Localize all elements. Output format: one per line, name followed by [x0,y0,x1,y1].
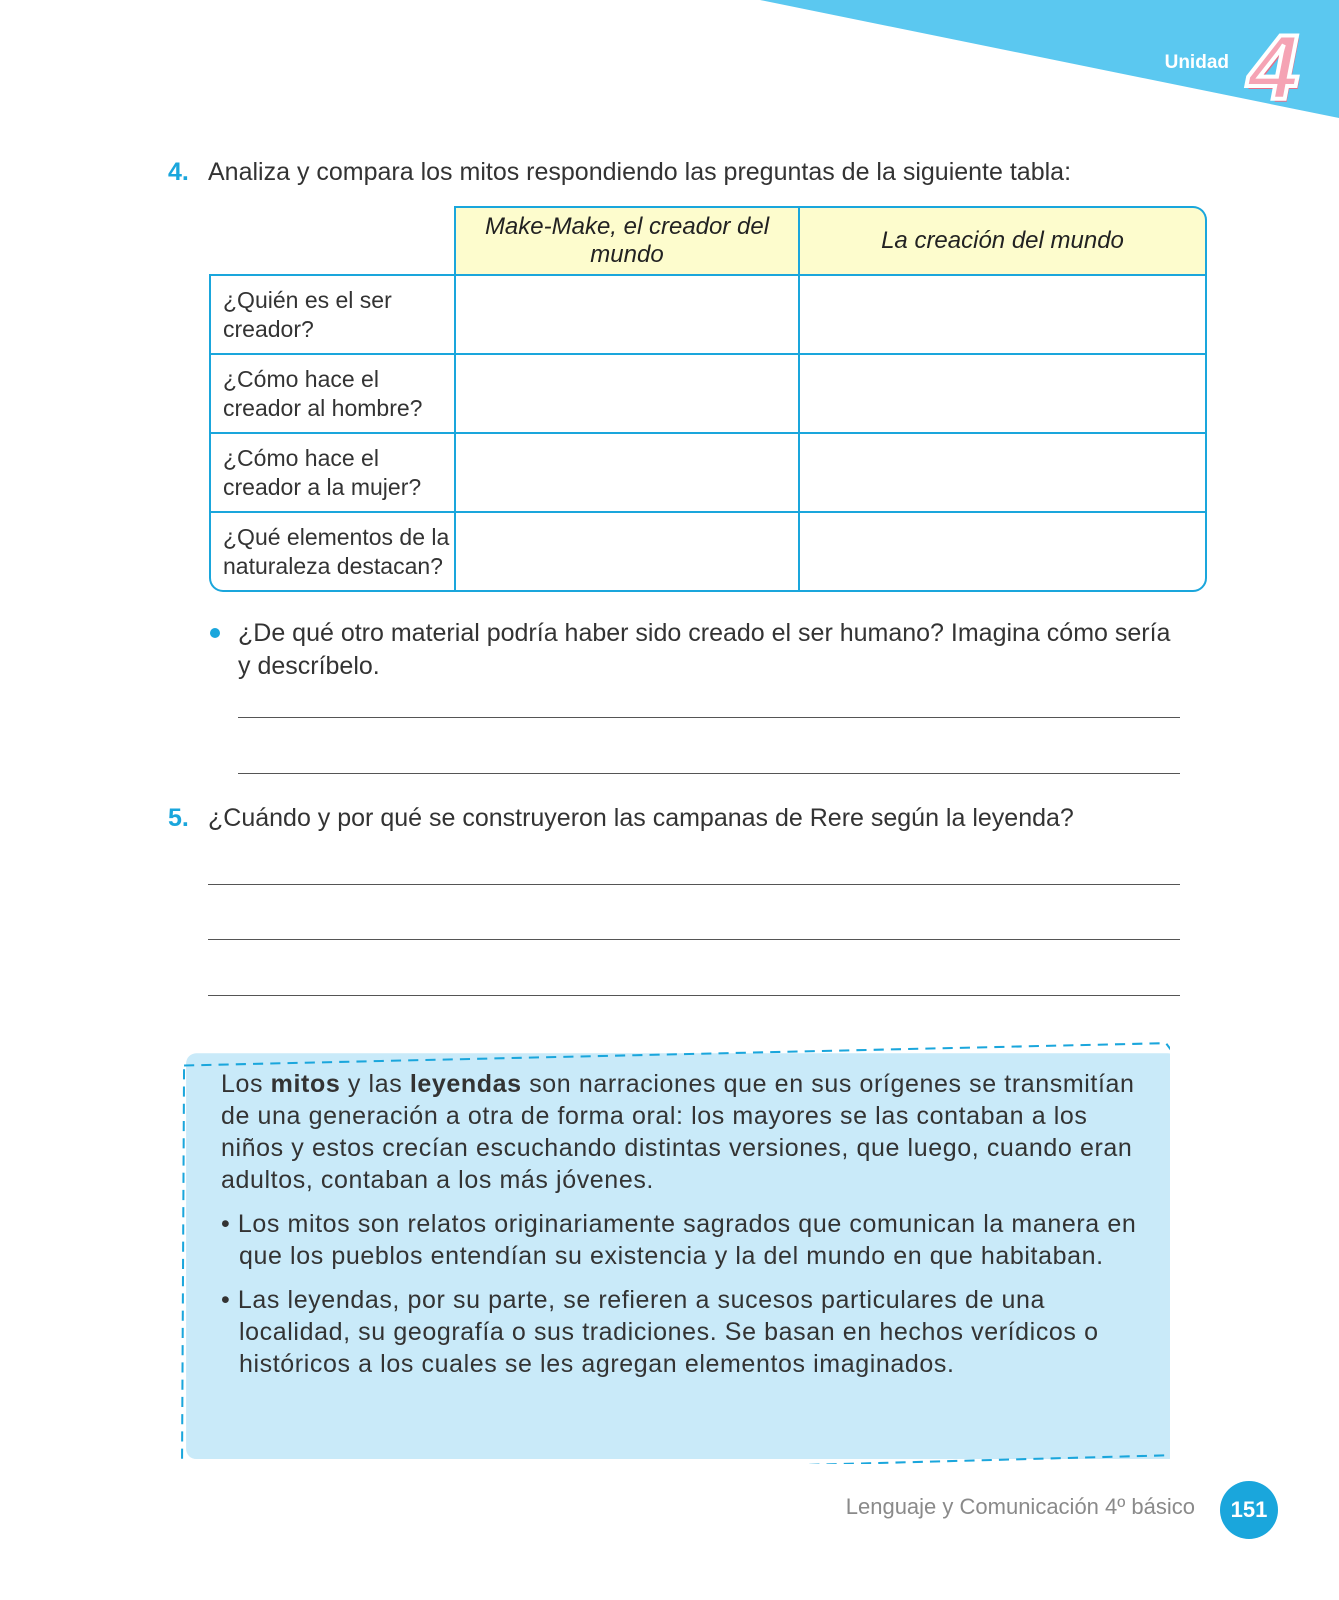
row-question: ¿Cómo hace el creador al hombre? [209,353,454,432]
answer-cell[interactable] [798,353,1207,432]
page-number: 151 [1220,1481,1278,1539]
question-text: ¿Cuándo y por qué se construyeron las campanas de Rere según la leyenda? [208,804,1074,832]
unit-banner [0,0,1339,130]
column-header-make-make: Make-Make, el creador del mundo [454,206,798,274]
row-question: ¿Qué elementos de la naturaleza destacan? [209,511,454,592]
question-5 [168,804,1074,833]
term-leyendas: leyendas [409,1070,522,1098]
table-corner [209,206,454,274]
comparison-table [209,206,1207,592]
info-bullet-mitos: • Los mitos son relatos originariamente sagrados que comunican la manera en que los pueblos entendían su existencia y la del mundo en que habitaban. [221,1210,1137,1270]
bullet-icon [210,628,220,638]
answer-cell[interactable] [454,511,798,592]
info-intro: Los mitos y las leyendas son narraciones que en sus orígenes se transmitían de una generación a otra de forma oral: los mayores se las contaban a los niños y estos crecían escuchando distintas versiones, que luego, cuando eran adultos, contaban a los más jóvenes. [221,1070,1135,1194]
footer-subject: Lenguaje y Comunicación 4º básico [845,1494,1195,1519]
answer-line[interactable] [208,939,1180,940]
answer-cell[interactable] [454,353,798,432]
info-bullet-leyendas: • Las leyendas, por su parte, se refieren a sucesos particulares de una localidad, su geografía o sus tradiciones. Se basan en hechos verídicos o históricos a los cuales se les agregan elementos imaginados. [221,1286,1099,1378]
answer-line[interactable] [208,884,1180,885]
answer-cell[interactable] [454,432,798,511]
question-number: 4. [168,158,189,186]
answer-cell[interactable] [798,511,1207,592]
column-header-creacion: La creación del mundo [798,206,1207,274]
bullet-question: ¿De qué otro material podría haber sido creado el ser humano? Imagina cómo sería y descríbelo. [238,619,1171,680]
question-text: Analiza y compara los mitos respondiendo las preguntas de la siguiente tabla: [208,158,1072,186]
answer-line[interactable] [238,717,1180,718]
unit-label: Unidad [1164,52,1229,73]
answer-cell[interactable] [454,274,798,353]
info-text [221,1068,1141,1392]
answer-line[interactable] [238,773,1180,774]
answer-cell[interactable] [798,432,1207,511]
question-number: 5. [168,804,189,832]
answer-cell[interactable] [798,274,1207,353]
row-question: ¿Cómo hace el creador a la mujer? [209,432,454,511]
question-4 [168,158,1071,187]
answer-line[interactable] [208,995,1180,996]
term-mitos: mitos [270,1070,341,1098]
unit-number: 4 [1247,17,1299,119]
row-question: ¿Quién es el ser creador? [209,274,454,353]
